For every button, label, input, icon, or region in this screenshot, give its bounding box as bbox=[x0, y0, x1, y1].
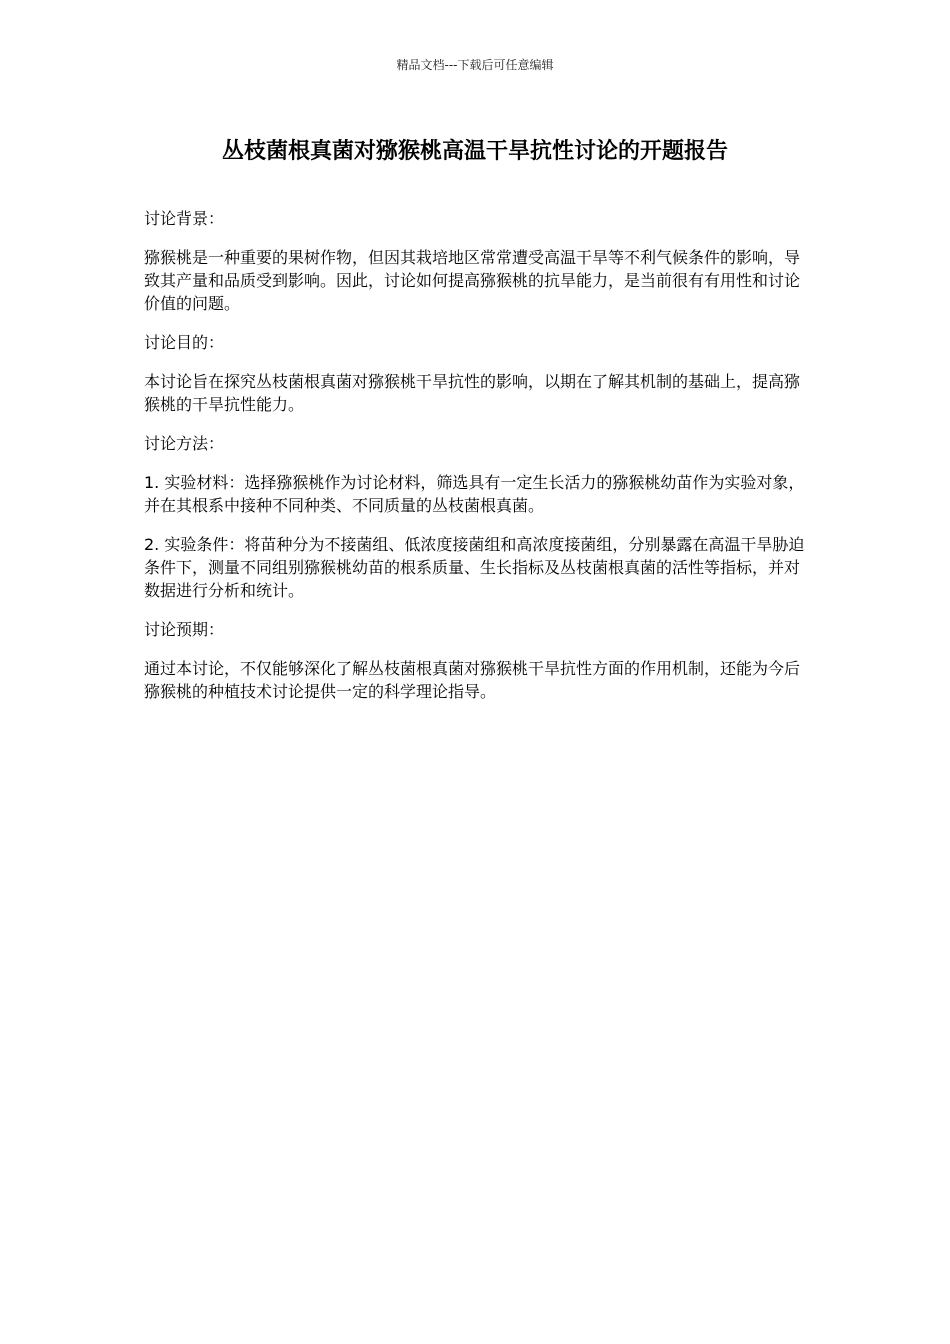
paragraph-method-conditions: 2. 实验条件：将苗种分为不接菌组、低浓度接菌组和高浓度接菌组，分别暴露在高温干旱胁迫条件下，测量不同组别猕猴桃幼苗的根系质量、生长指标及丛枝菌根真菌的活性等指标，并对数据进行分析和统计。 bbox=[144, 535, 805, 600]
section-heading-background: 讨论背景： bbox=[144, 209, 225, 228]
section-heading-purpose: 讨论目的： bbox=[144, 333, 225, 352]
paragraph-method-materials: 1. 实验材料：选择猕猴桃作为讨论材料，筛选具有一定生长活力的猕猴桃幼苗作为实验对象，并在其根系中接种不同种类、不同质量的丛枝菌根真菌。 bbox=[144, 473, 805, 515]
section-heading-method: 讨论方法： bbox=[144, 434, 225, 453]
paragraph-purpose: 本讨论旨在探究丛枝菌根真菌对猕猴桃干旱抗性的影响，以期在了解其机制的基础上，提高猕猴桃的干旱抗性能力。 bbox=[144, 372, 801, 414]
paragraph-expectation: 通过本讨论，不仅能够深化了解丛枝菌根真菌对猕猴桃干旱抗性方面的作用机制，还能为今后猕猴桃的种植技术讨论提供一定的科学理论指导。 bbox=[144, 659, 801, 701]
paragraph-background: 猕猴桃是一种重要的果树作物，但因其栽培地区常常遭受高温干旱等不利气候条件的影响，导致其产量和品质受到影响。因此，讨论如何提高猕猴桃的抗旱能力，是当前很有有用性和讨论价值的问题。 bbox=[144, 248, 801, 313]
document-body bbox=[144, 207, 806, 719]
section-heading-expectation: 讨论预期： bbox=[144, 620, 225, 639]
document-title: 丛枝菌根真菌对猕猴桃高温干旱抗性讨论的开题报告 bbox=[221, 139, 728, 164]
page-header: 精品文档---下载后可任意编辑 bbox=[396, 58, 554, 72]
